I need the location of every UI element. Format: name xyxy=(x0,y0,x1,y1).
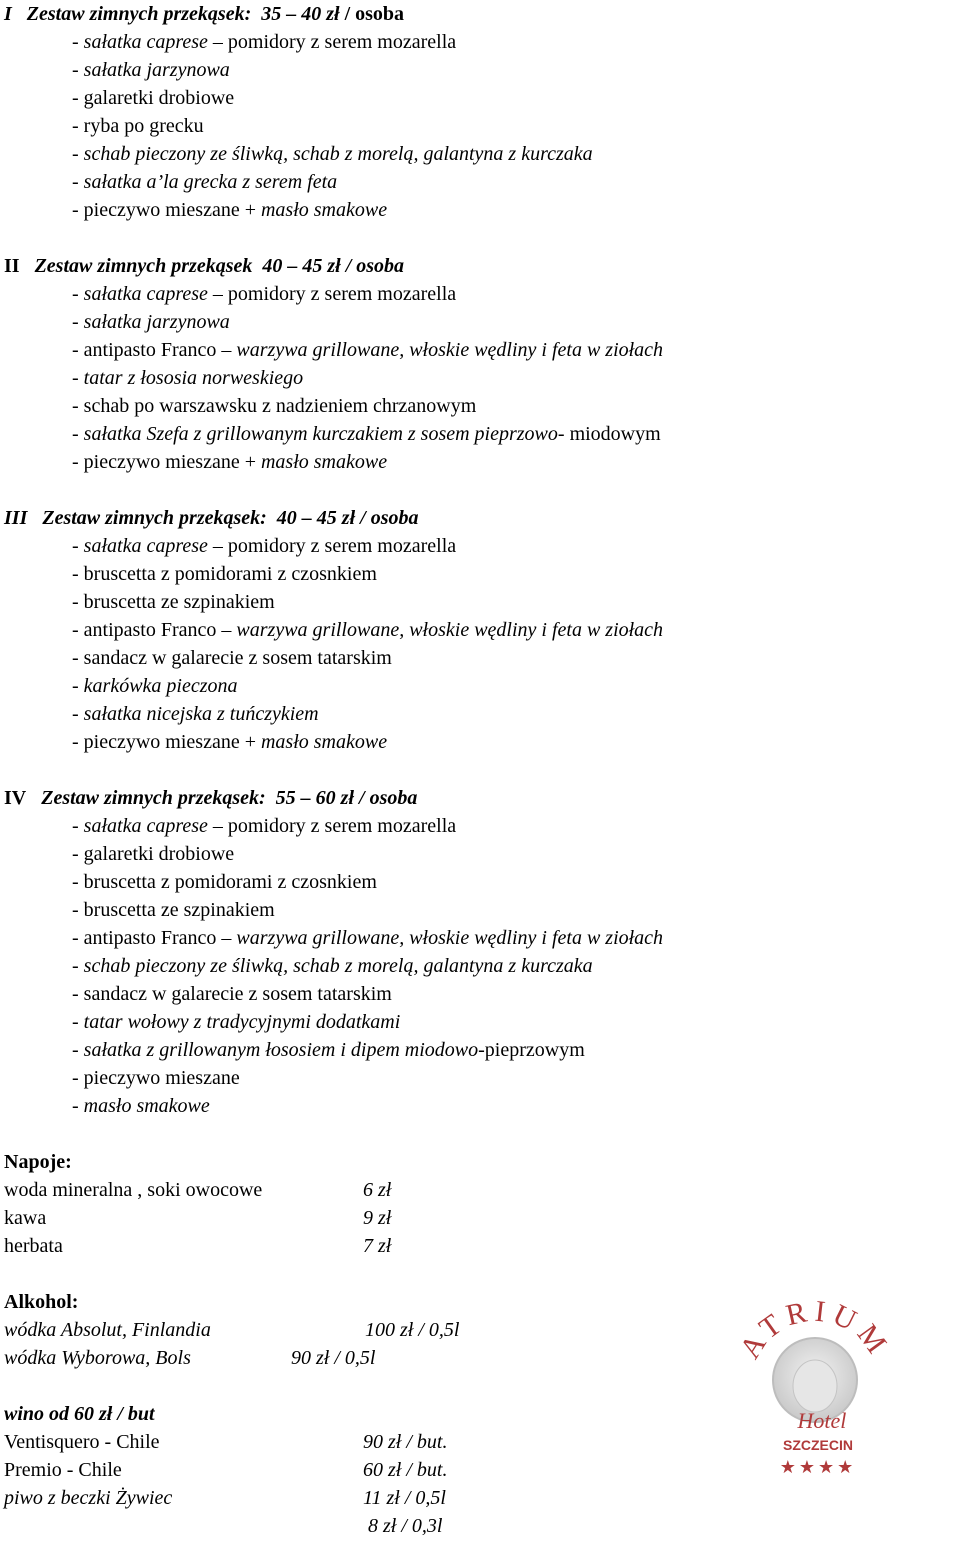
menu-item-text: - xyxy=(72,283,84,305)
logo-script-text: Hotel xyxy=(797,1408,847,1433)
menu-item-text: -pieprzowym xyxy=(478,1039,585,1061)
wino-heading: wino od 60 zł / but xyxy=(4,1403,155,1425)
section-price: 35 – 40 zł xyxy=(261,3,340,25)
menu-item xyxy=(4,28,954,56)
item-name: woda mineralna , soki owocowe xyxy=(4,1179,263,1201)
menu-item xyxy=(4,700,954,728)
menu-item xyxy=(4,1064,954,1092)
section-price: 40 – 45 zł / osoba xyxy=(276,507,419,529)
menu-item-text: masło smakowe xyxy=(260,451,388,473)
menu-item-text: sałatka a’la grecka z serem feta xyxy=(83,171,338,193)
menu-item-text: schab pieczony ze śliwką, schab z morelą, galantyna z kurczaka xyxy=(83,955,593,977)
section-price: 40 – 45 zł / osoba xyxy=(262,255,405,277)
menu-item-text: sałatka Szefa z grillowanym kurczakiem z sosem pieprzowo xyxy=(83,423,558,445)
menu-item-text: - xyxy=(72,535,84,557)
section-title: Zestaw zimnych przekąsek: xyxy=(41,787,266,809)
menu-item-text: - miodowym xyxy=(557,423,661,445)
menu-item-text: tatar z łososia norweskiego xyxy=(83,367,304,389)
menu-item-text: - bruscetta z pomidorami z czosnkiem xyxy=(72,871,377,893)
section-heading xyxy=(4,784,954,812)
menu-item-text: - xyxy=(72,1011,84,1033)
menu-item xyxy=(4,84,954,112)
menu-item-text: - antipasto Franco – xyxy=(72,619,237,641)
menu-item-text: - xyxy=(72,955,84,977)
item-name: wódka Absolut, Finlandia xyxy=(4,1319,211,1341)
menu-item xyxy=(4,168,954,196)
section-price: 55 – 60 zł / osoba xyxy=(275,787,418,809)
menu-item xyxy=(4,812,954,840)
menu-item-text: - galaretki drobiowe xyxy=(72,87,235,109)
menu-item-text: - xyxy=(72,703,84,725)
menu-item-text: - sandacz w galarecie z sosem tatarskim xyxy=(72,647,392,669)
section-number: IV xyxy=(4,787,27,809)
menu-item-text: masło smakowe xyxy=(260,731,388,753)
section-number: III xyxy=(4,507,28,529)
section-price-unit: / osoba xyxy=(339,3,405,25)
menu-item xyxy=(4,644,954,672)
menu-item-text: karkówka pieczona xyxy=(83,675,238,697)
menu-item-text: - xyxy=(72,367,84,389)
menu-item xyxy=(4,980,954,1008)
item-price: 11 zł / 0,5l xyxy=(363,1487,446,1509)
menu-item-text: pomidory z serem mozarella xyxy=(227,535,457,557)
menu-item-text: - xyxy=(72,31,84,53)
menu-item xyxy=(4,112,954,140)
item-name: herbata xyxy=(4,1235,63,1257)
item-price: 9 zł xyxy=(363,1207,392,1229)
section-title: Zestaw zimnych przekąsek: xyxy=(42,507,267,529)
menu-item-text: sałatka z grillowanym łososiem i dipem miodowo xyxy=(83,1039,479,1061)
menu-item xyxy=(4,1092,954,1120)
menu-item-text: warzywa grillowane, włoskie wędliny i feta w ziołach xyxy=(236,619,664,641)
menu-item-text: - sandacz w galarecie z sosem tatarskim xyxy=(72,983,392,1005)
price-row xyxy=(4,1176,954,1204)
menu-item-text: - xyxy=(72,1039,84,1061)
menu-item-text: pomidory z serem mozarella xyxy=(227,283,457,305)
logo-bottom-text: SZCZECIN xyxy=(783,1437,853,1453)
menu-item-text: - schab po warszawsku z nadzieniem chrzanowym xyxy=(72,395,477,417)
menu-item-text: pomidory z serem mozarella xyxy=(227,815,457,837)
hotel-logo xyxy=(730,1292,900,1492)
item-price: 7 zł xyxy=(363,1235,392,1257)
alkohol-heading: Alkohol: xyxy=(4,1291,79,1313)
menu-item xyxy=(4,280,954,308)
item-name: wódka Wyborowa, Bols xyxy=(4,1347,191,1369)
menu-item-text: - bruscetta z pomidorami z czosnkiem xyxy=(72,563,377,585)
menu-item xyxy=(4,532,954,560)
menu-item xyxy=(4,1008,954,1036)
menu-item xyxy=(4,616,954,644)
menu-item xyxy=(4,364,954,392)
section-1 xyxy=(4,0,954,224)
item-name: Ventisquero - Chile xyxy=(4,1431,160,1453)
menu-item-text: - xyxy=(72,59,84,81)
item-name: kawa xyxy=(4,1207,47,1229)
item-price: 90 zł / but. xyxy=(363,1431,448,1453)
section-heading xyxy=(4,0,954,28)
menu-item-text: schab pieczony ze śliwką, schab z morelą, galantyna z kurczaka xyxy=(83,143,593,165)
menu-item-text: - ryba po grecku xyxy=(72,115,204,137)
section-heading xyxy=(4,252,954,280)
menu-item xyxy=(4,308,954,336)
menu-item xyxy=(4,728,954,756)
menu-item-text: masło smakowe xyxy=(83,1095,210,1117)
item-price: 6 zł xyxy=(363,1179,392,1201)
item-price: 100 zł / 0,5l xyxy=(365,1319,460,1341)
menu-item xyxy=(4,1036,954,1064)
menu-item xyxy=(4,448,954,476)
menu-item-text: - pieczywo mieszane + xyxy=(72,731,261,753)
menu-item-text: sałatka caprese – xyxy=(83,31,228,53)
section-number: II xyxy=(4,255,20,277)
menu-item-text: - xyxy=(72,171,84,193)
price-row xyxy=(4,1512,954,1540)
menu-item-text: - xyxy=(72,143,84,165)
atrium-logo-icon xyxy=(730,1292,900,1492)
section-title: Zestaw zimnych przekąsek: xyxy=(26,3,252,25)
menu-item xyxy=(4,952,954,980)
menu-item xyxy=(4,196,954,224)
menu-item-text: sałatka caprese – xyxy=(83,815,228,837)
menu-item-text: - galaretki drobiowe xyxy=(72,843,235,865)
menu-item-text: - pieczywo mieszane xyxy=(72,1067,240,1089)
menu-item xyxy=(4,420,954,448)
menu-item-text: tatar wołowy z tradycyjnymi dodatkami xyxy=(83,1011,401,1033)
menu-item-text: sałatka jarzynowa xyxy=(83,311,230,333)
menu-item-text: sałatka nicejska z tuńczykiem xyxy=(83,703,319,725)
section-4 xyxy=(4,784,954,1120)
napoje-heading: Napoje: xyxy=(4,1151,72,1173)
logo-stars: ★★★★ xyxy=(779,1457,857,1478)
menu-item-text: sałatka caprese – xyxy=(83,283,228,305)
menu-item-text: warzywa grillowane, włoskie wędliny i feta w ziołach xyxy=(236,927,664,949)
item-name: piwo z beczki Żywiec xyxy=(4,1487,173,1509)
section-2 xyxy=(4,252,954,476)
menu-item-text: - xyxy=(72,815,84,837)
menu-item xyxy=(4,924,954,952)
napoje-section xyxy=(4,1148,954,1260)
menu-item-text: - antipasto Franco – xyxy=(72,339,237,361)
menu-item xyxy=(4,868,954,896)
item-price: 60 zł / but. xyxy=(363,1459,448,1481)
menu-item xyxy=(4,56,954,84)
section-heading xyxy=(4,504,954,532)
section-items xyxy=(4,28,954,224)
menu-item-text: sałatka caprese – xyxy=(83,535,228,557)
item-price: 90 zł / 0,5l xyxy=(291,1347,376,1369)
menu-item-text: - xyxy=(72,423,84,445)
logo-top-text: ATRIUM xyxy=(733,1294,897,1365)
menu-item-text: - antipasto Franco – xyxy=(72,927,237,949)
menu-item xyxy=(4,560,954,588)
menu-item-text: - xyxy=(72,311,84,333)
menu-item-text: - xyxy=(72,675,84,697)
menu-item xyxy=(4,896,954,924)
menu-item-text: warzywa grillowane, włoskie wędliny i feta w ziołach xyxy=(236,339,664,361)
menu-item-text: - xyxy=(72,1095,84,1117)
menu-item-text: - bruscetta ze szpinakiem xyxy=(72,591,275,613)
menu-item-text: - pieczywo mieszane + xyxy=(72,199,261,221)
menu-item-text: masło smakowe xyxy=(260,199,388,221)
menu-item xyxy=(4,336,954,364)
menu-item xyxy=(4,140,954,168)
menu-item xyxy=(4,840,954,868)
menu-item-text: - pieczywo mieszane + xyxy=(72,451,261,473)
section-items xyxy=(4,812,954,1120)
menu-item-text: - bruscetta ze szpinakiem xyxy=(72,899,275,921)
menu-item xyxy=(4,672,954,700)
menu-item xyxy=(4,392,954,420)
price-row xyxy=(4,1204,954,1232)
item-price: 8 zł / 0,3l xyxy=(368,1515,443,1537)
price-row xyxy=(4,1232,954,1260)
section-items xyxy=(4,532,954,756)
section-items xyxy=(4,280,954,476)
menu-item-text: pomidory z serem mozarella xyxy=(227,31,457,53)
section-number: I xyxy=(4,3,12,25)
item-name: Premio - Chile xyxy=(4,1459,122,1481)
section-3 xyxy=(4,504,954,756)
menu-item xyxy=(4,588,954,616)
menu-item-text: sałatka jarzynowa xyxy=(83,59,230,81)
section-title: Zestaw zimnych przekąsek xyxy=(34,255,253,277)
